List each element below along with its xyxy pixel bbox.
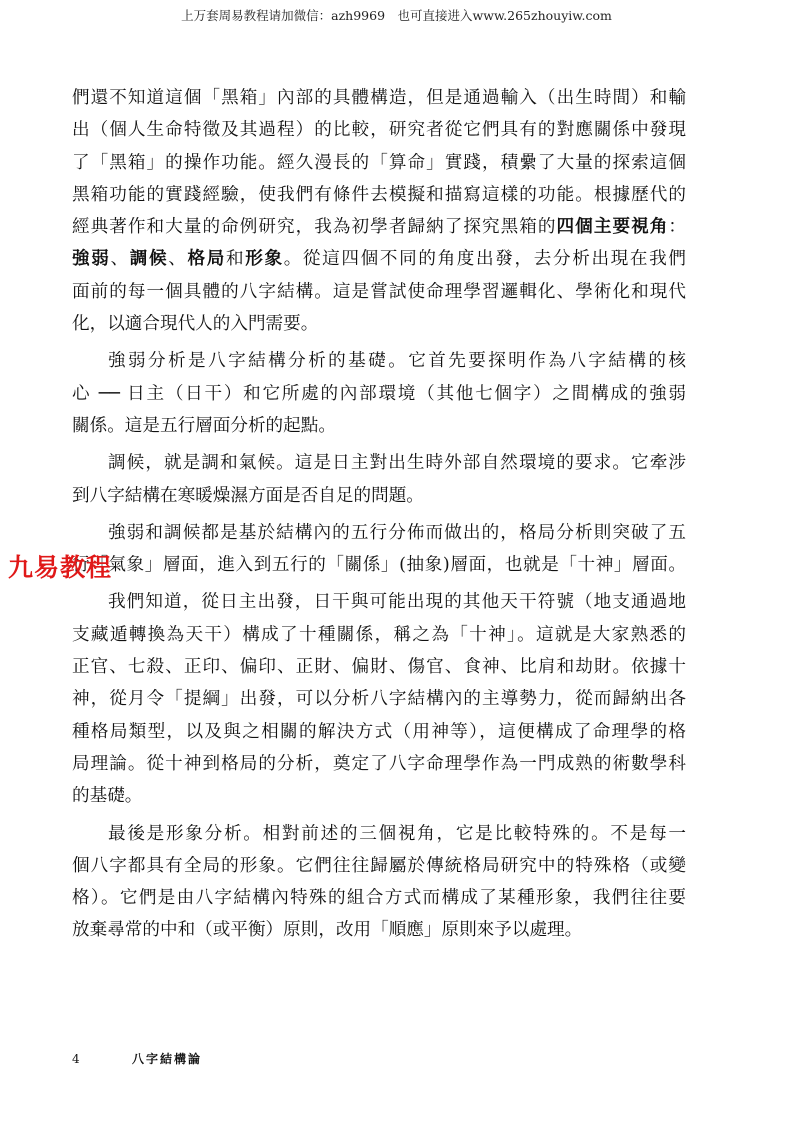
watermark-logo: 九易教程 xyxy=(8,553,113,582)
text-line: 局理論。從十神到格局的分析，奠定了八字命理學作為一門成熟的術數學科 xyxy=(72,753,686,774)
text-line: 經典著作和大量的命例研究，我為初學者歸納了探究黑箱的四個主要視角： xyxy=(72,216,686,238)
paragraph xyxy=(72,517,686,582)
bold-term: 形象 xyxy=(245,248,284,270)
text-line: 化，以適合現代人的入門需要。 xyxy=(72,314,319,335)
book-title: 八字結構論 xyxy=(132,1052,203,1066)
text-line: 神，從月令「提綱」出發，可以分析八字結構內的主導勢力，從而歸納出各 xyxy=(72,689,686,710)
text-line: 黑箱功能的實踐經驗，使我們有條件去模擬和描寫這樣的功能。根據歷代的 xyxy=(72,184,686,205)
text-line: 到八字結構在寒暖燥濕方面是否自足的問題。 xyxy=(72,485,424,506)
text-line: 強弱、調候、格局和形象。從這四個不同的角度出發，去分析出現在我們 xyxy=(72,248,686,270)
text-line: 關係。這是五行層面分析的起點。 xyxy=(72,415,336,436)
text-line: 種格局類型，以及與之相關的解決方式（用神等），這便構成了命理學的格 xyxy=(72,721,686,742)
text-line: 我們知道，從日主出發，日干與可能出現的其他天干符號（地支通過地 xyxy=(108,592,686,613)
text-line: 心 ── 日主（日干）和它所處的內部環境（其他七個字）之間構成的強弱 xyxy=(72,383,686,404)
text-line: 面前的每一個具體的八字結構。這是嘗試使命理學習邏輯化、學術化和現代 xyxy=(72,281,686,302)
text-line: 最後是形象分析。相對前述的三個視角，它是比較特殊的。不是每一 xyxy=(108,823,686,844)
text-line: 格）。它們是由八字結構內特殊的組合方式而構成了某種形象，我們往往要 xyxy=(72,888,686,909)
bold-term: 調候 xyxy=(129,248,169,270)
body-text xyxy=(72,82,686,947)
text-line: 出（個人生命特徵及其過程）的比較，研究者從它們具有的對應關係中發現 xyxy=(72,120,686,141)
text-line: 強弱和調候都是基於結構內的五行分佈而做出的，格局分析則突破了五 xyxy=(108,522,686,543)
text-line: 了「黑箱」的操作功能。經久漫長的「算命」實踐，積纍了大量的探索這個 xyxy=(72,152,686,173)
text-line: 支藏遁轉換為天干）構成了十種關係，稱之為「十神」。這就是大家熟悉的 xyxy=(72,624,686,645)
text-line: 強弱分析是八字結構分析的基礎。它首先要探明作為八字結構的核 xyxy=(108,351,686,372)
bold-term: 格局 xyxy=(187,248,226,270)
paragraph xyxy=(72,447,686,512)
text-line: 個八字都具有全局的形象。它們往往歸屬於傳統格局研究中的特殊格（或變 xyxy=(72,855,686,876)
paragraph xyxy=(72,586,686,812)
text-line: 放棄尋常的中和（或平衡）原則，改用「順應」原則來予以處理。 xyxy=(72,920,583,941)
text-line: 們還不知道這個「黑箱」內部的具體構造，但是通過輸入（出生時間）和輸 xyxy=(72,88,686,108)
text-line: 行「氣象」層面，進入到五行的「關係」(抽象)層面，也就是「十神」層面。 xyxy=(72,555,686,576)
text-line: 的基礎。 xyxy=(72,786,143,807)
paragraph xyxy=(72,818,686,947)
paragraph xyxy=(72,82,686,340)
bold-term: 強弱 xyxy=(72,248,111,270)
page-header-ad: 上万套周易教程请加微信：azh9969 也可直接进入www.265zhouyiw.com xyxy=(181,8,612,23)
paragraph xyxy=(72,345,686,442)
page-footer xyxy=(72,1050,202,1067)
text-line: 調候，就是調和氣候。這是日主對出生時外部自然環境的要求。它牽涉 xyxy=(108,453,686,474)
page-number: 4 xyxy=(72,1052,80,1066)
bold-term: 四個主要視角 xyxy=(556,216,669,238)
text-line: 正官、七殺、正印、偏印、正財、偏財、傷官、食神、比肩和劫財。依據十 xyxy=(72,657,686,678)
